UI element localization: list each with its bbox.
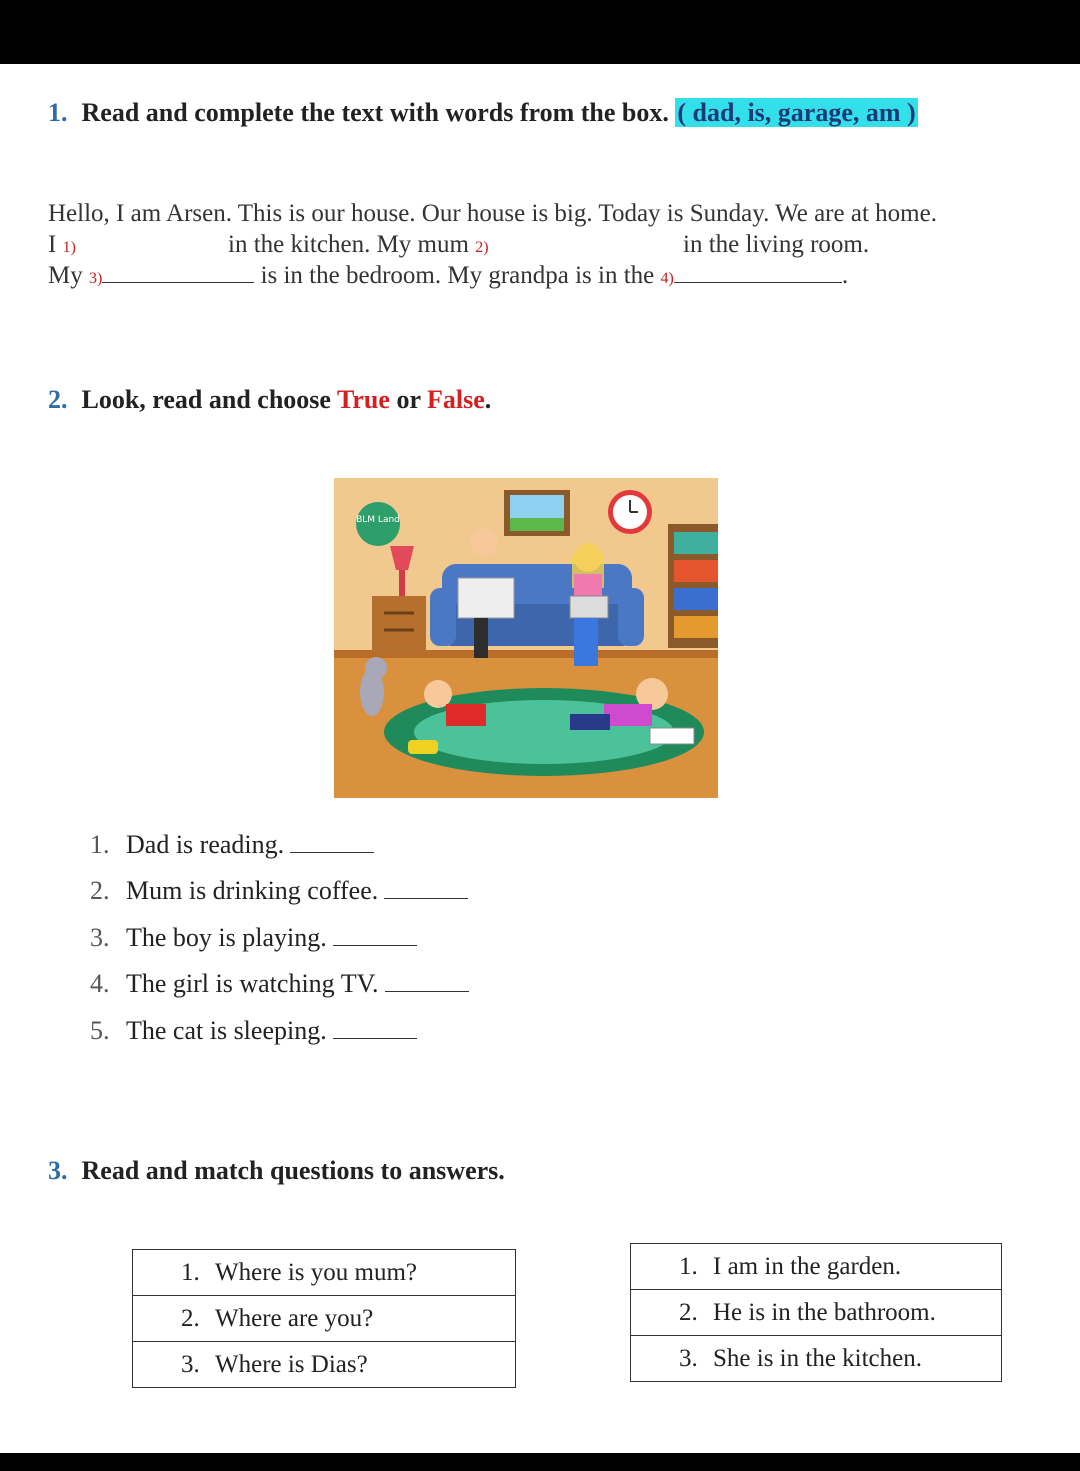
item-number: 2. <box>90 876 110 905</box>
text-fragment: My <box>48 262 83 289</box>
table-row <box>133 1342 516 1388</box>
false-word: False <box>427 385 485 414</box>
item-number: 3. <box>181 1350 200 1378</box>
item-number: 3. <box>679 1344 698 1372</box>
answer-text: I am in the garden. <box>713 1252 902 1280</box>
question-text: Where is Dias? <box>215 1350 368 1378</box>
item-text: Mum is drinking coffee. <box>126 876 379 905</box>
answer-blank[interactable] <box>290 834 374 853</box>
true-word: True <box>336 385 390 414</box>
item-number: 5. <box>90 1016 110 1045</box>
exercise-3-title: Read and match questions to answers. <box>81 1156 505 1185</box>
drawing-paper <box>650 728 694 744</box>
bottom-black-bar <box>0 1453 1080 1471</box>
answer-blank[interactable] <box>333 1020 417 1039</box>
text-line-2c: in the living room. <box>683 231 870 258</box>
text-line-3 <box>48 262 848 290</box>
word-box: ( dad, is, garage, am ) <box>677 98 916 127</box>
item-number: 1. <box>90 830 110 859</box>
answers-table <box>630 1243 1002 1382</box>
dad-head <box>470 528 498 556</box>
tf-item-5 <box>90 1016 417 1046</box>
answer-text: She is in the kitchen. <box>713 1344 922 1372</box>
table-row <box>133 1296 516 1342</box>
text-fragment: . <box>841 262 849 289</box>
exercise-2-number: 2. <box>48 385 68 414</box>
question-text: Where are you? <box>215 1304 374 1332</box>
item-number: 1. <box>181 1258 200 1286</box>
answer-cell[interactable] <box>631 1244 1002 1290</box>
tf-item-1 <box>90 830 374 860</box>
item-number: 1. <box>679 1252 698 1280</box>
toy-car <box>408 740 438 754</box>
exercise-2-heading <box>48 385 491 415</box>
picture-grass <box>510 518 564 531</box>
item-text: Dad is reading. <box>126 830 285 859</box>
question-cell[interactable] <box>133 1342 516 1388</box>
top-black-bar <box>0 0 1080 64</box>
item-number: 2. <box>181 1304 200 1332</box>
table-row <box>631 1290 1002 1336</box>
newspaper <box>458 578 514 618</box>
laptop <box>570 596 608 618</box>
tf-item-3 <box>90 923 417 953</box>
text-line-2 <box>48 231 76 259</box>
exercise-3-heading <box>48 1156 505 1186</box>
or-word: or <box>396 385 421 414</box>
question-text: Where is you mum? <box>215 1258 418 1286</box>
answer-blank[interactable] <box>333 927 417 946</box>
exercise-1-title: Read and complete the text with words from the box. <box>81 98 669 127</box>
answer-text: He is in the bathroom. <box>713 1298 936 1326</box>
item-number: 3. <box>90 923 110 952</box>
text-line-1: Hello, I am Arsen. This is our house. Our house is big. Today is Sunday. We are at home. <box>48 200 937 227</box>
text-fragment: in the kitchen. My mum <box>228 231 469 258</box>
nightstand <box>372 596 426 654</box>
item-text: The girl is watching TV. <box>126 969 379 998</box>
table-row <box>133 1250 516 1296</box>
text-fragment: I <box>48 231 57 258</box>
period: . <box>484 385 492 414</box>
table-row <box>631 1336 1002 1382</box>
gap-number-4: 4) <box>660 270 674 287</box>
answer-cell[interactable] <box>631 1336 1002 1382</box>
boy-head <box>424 680 452 708</box>
table-row <box>631 1244 1002 1290</box>
text-fragment: is in the bedroom. My grandpa is in the <box>260 262 655 289</box>
logo-text: BLM Land <box>356 515 400 525</box>
answer-blank[interactable] <box>384 880 468 899</box>
item-number: 4. <box>90 969 110 998</box>
item-number: 2. <box>679 1298 698 1326</box>
family-living-room-illustration <box>334 478 718 798</box>
item-text: The cat is sleeping. <box>126 1016 327 1045</box>
answer-blank-4[interactable] <box>674 264 842 283</box>
exercise-3-number: 3. <box>48 1156 68 1185</box>
question-cell[interactable] <box>133 1250 516 1296</box>
exercise-1-number: 1. <box>48 98 68 127</box>
answer-blank[interactable] <box>385 973 469 992</box>
gap-number-3: 3) <box>88 270 103 287</box>
exercise-1-heading <box>48 98 918 128</box>
questions-table <box>132 1249 516 1388</box>
gap-number-1: 1) <box>62 239 76 256</box>
tf-item-4 <box>90 969 469 999</box>
answer-cell[interactable] <box>631 1290 1002 1336</box>
tf-item-2 <box>90 876 468 906</box>
gap-number-2: 2) <box>475 239 489 256</box>
exercise-2-title: Look, read and choose <box>81 385 331 414</box>
item-text: The boy is playing. <box>126 923 327 952</box>
question-cell[interactable] <box>133 1296 516 1342</box>
text-line-2b <box>228 231 489 259</box>
answer-blank-3[interactable] <box>102 264 254 283</box>
